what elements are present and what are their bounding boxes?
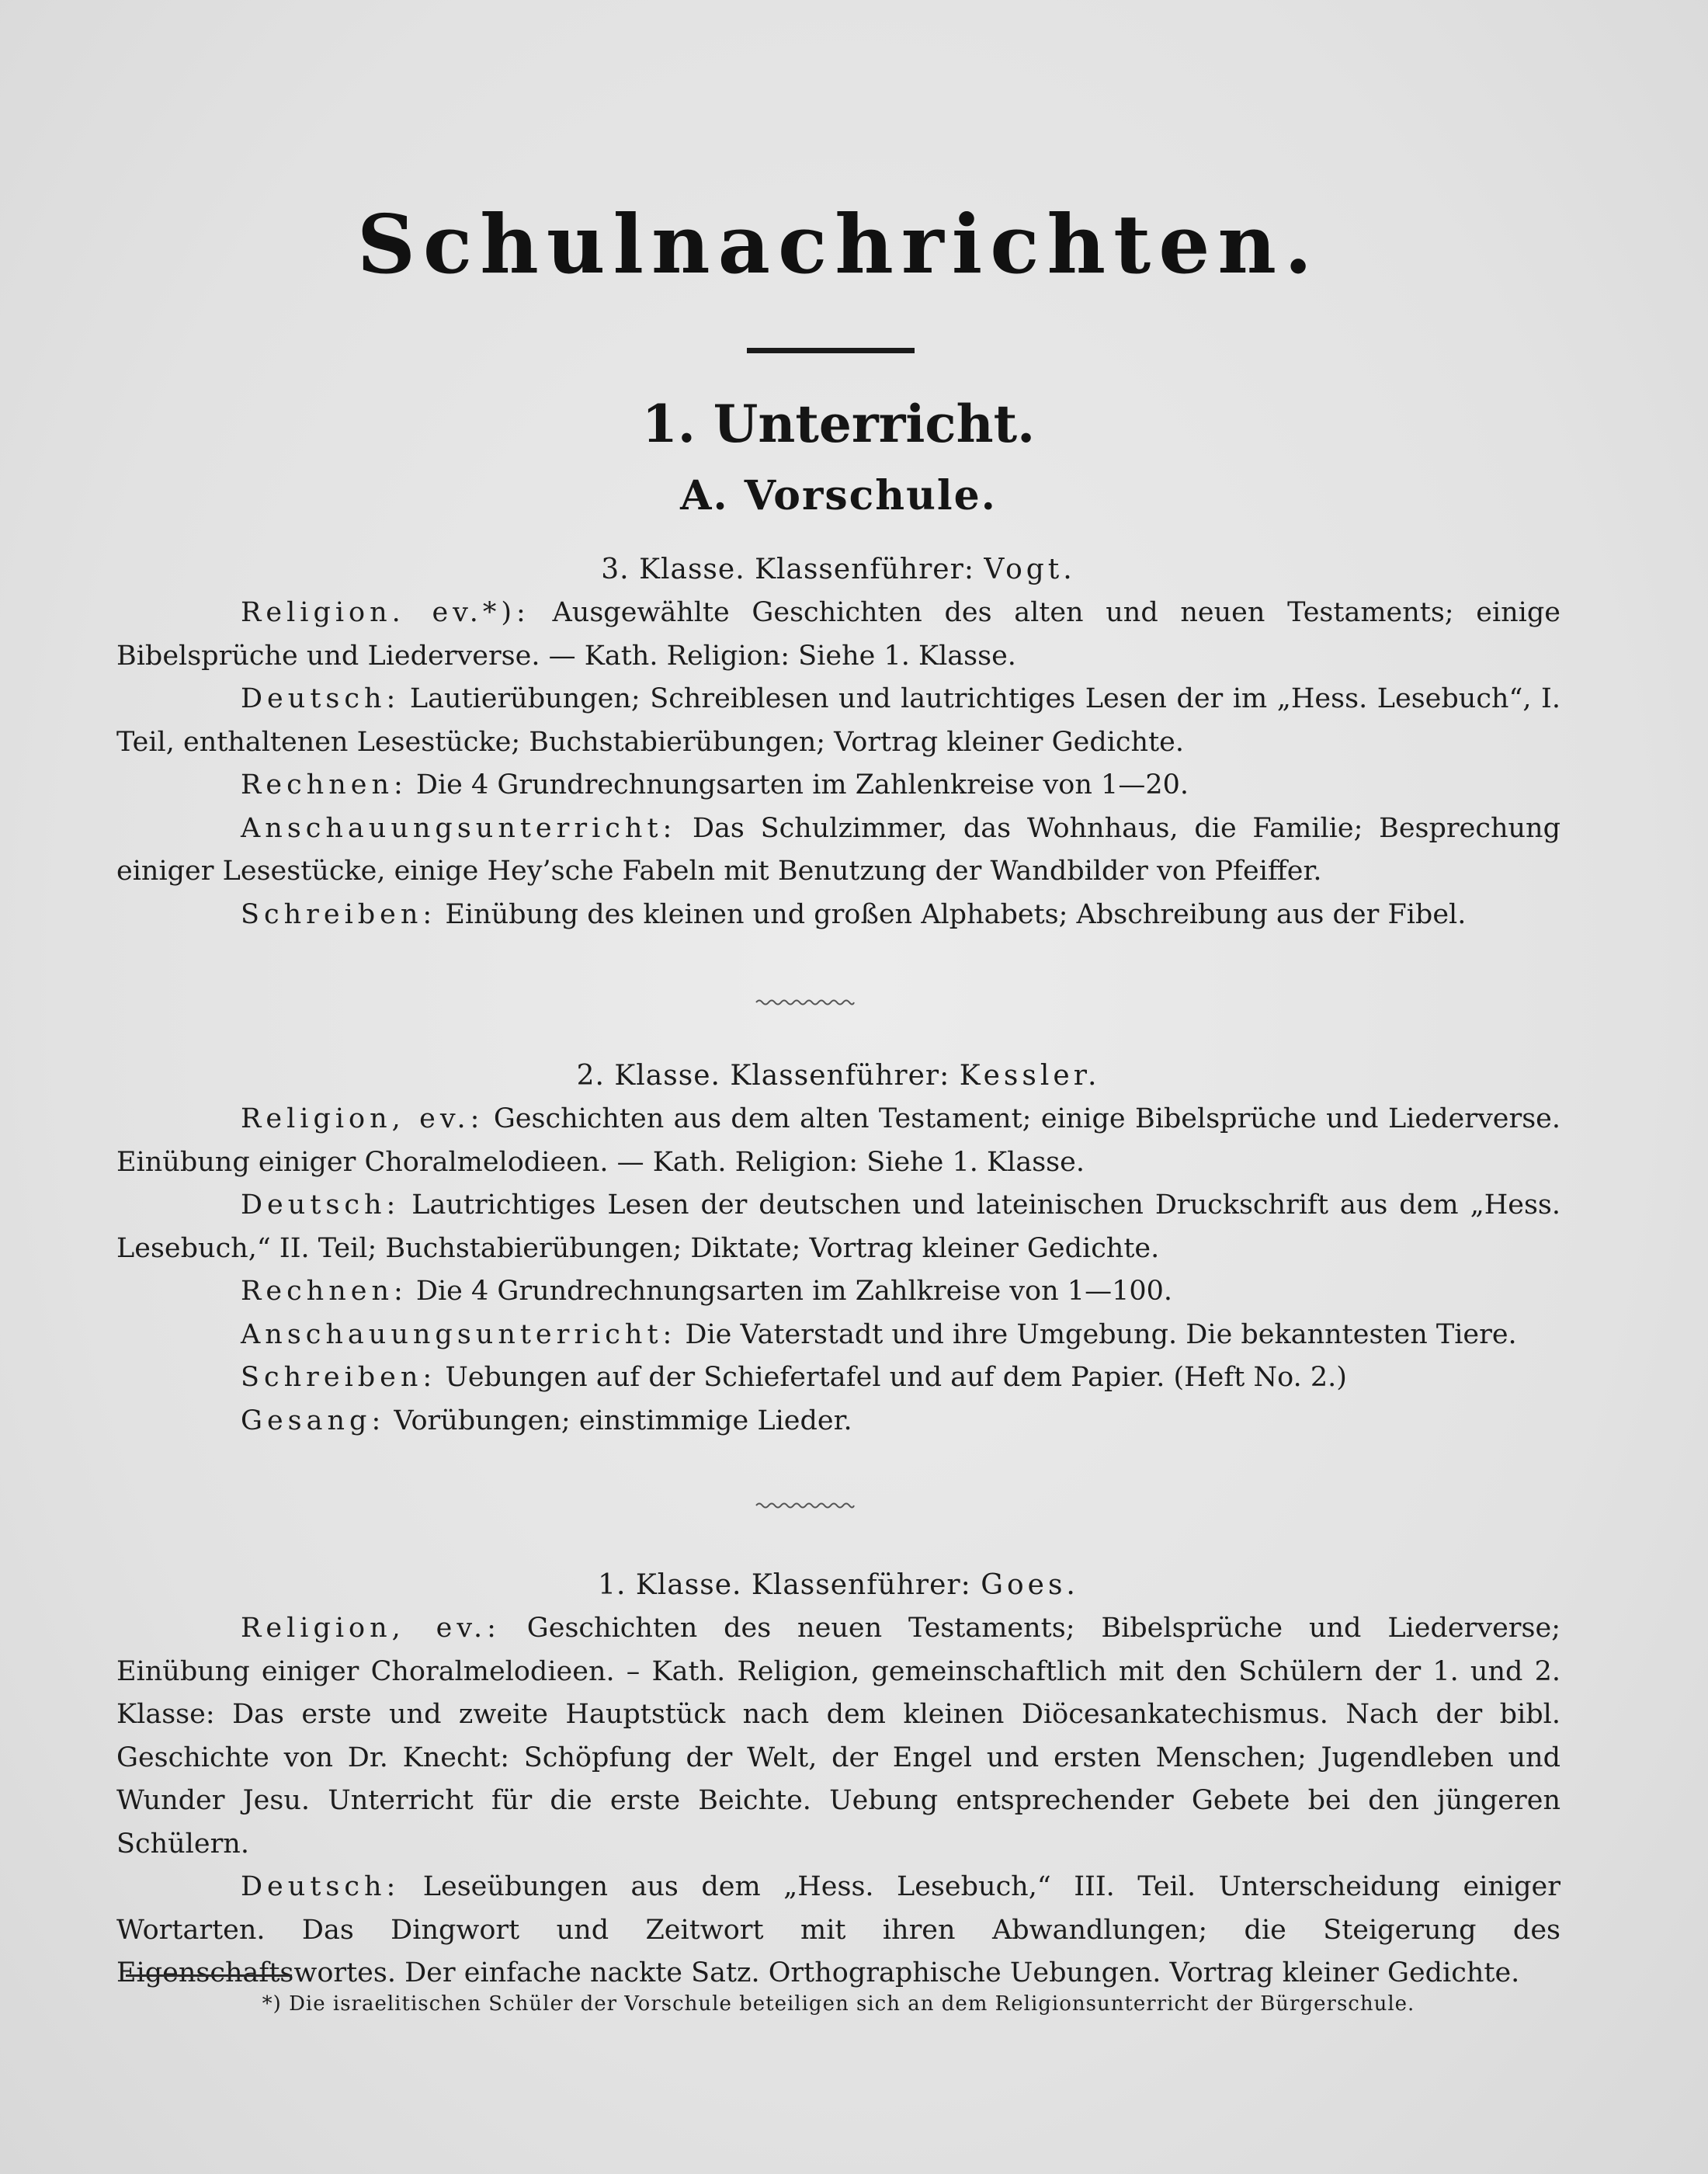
subject-label: Rechnen: bbox=[241, 1276, 408, 1307]
class-3-schreiben bbox=[116, 894, 1560, 937]
class-3-deutsch bbox=[116, 678, 1560, 764]
subject-text: Einübung des kleinen und großen Alphabets; Abschreibung aus der Fibel. bbox=[436, 898, 1467, 930]
subject-text: Geschichten aus dem alten Testament; einige Bibelsprüche und Liederverse. Einübung einiger Choralmelodieen. — Kath. Religion: Siehe 1. Klasse. bbox=[116, 1103, 1560, 1178]
section-title: 1. Unterricht. bbox=[641, 394, 1036, 454]
class-2-deutsch bbox=[116, 1184, 1560, 1270]
subsection-title: A. Vorschule. bbox=[680, 472, 997, 519]
subject-text: Geschichten des neuen Testaments; Bibelsprüche und Liederverse; Einübung einiger Choralmelodieen. – Kath. Religion, gemeinschaftlich mit den Schülern der 1. und 2. Klasse: Das erste und zweite Hauptstück nach dem kleinen Diöcesankatechismus. Nach der bibl. Geschichte von Dr. Knecht: Schöpfung der Welt, der Engel und ersten Menschen; Jugendleben und Wunder Jesu. Unterricht für die erste Beichte. Uebung entsprechender Gebete bei den jüngeren Schülern. bbox=[116, 1613, 1560, 1860]
class-teacher: Vogt. bbox=[984, 554, 1076, 585]
page-title: Schulnachrichten. bbox=[356, 196, 1321, 292]
subject-label: Deutsch: bbox=[241, 1871, 401, 1902]
subject-label: Schreiben: bbox=[241, 898, 437, 930]
class-teacher: Kessler. bbox=[959, 1060, 1101, 1092]
subject-text: Lautierübungen; Schreiblesen und lautrichtiges Lesen der im „Hess. Lesebuch“, I. Teil, enthaltenen Lesestücke; Buchstabierübungen; Vortrag kleiner Gedichte. bbox=[116, 683, 1560, 758]
class-3-religion bbox=[116, 592, 1560, 678]
subject-text: Leseübungen aus dem „Hess. Lesebuch,“ III. Teil. Unterscheidung einiger Wortarten. Das Dingwort und Zeitwort mit ihren Abwandlungen; die Steigerung des Eigenschaftswortes. Der einfache nackte Satz. Orthographische Uebungen. Vortrag kleiner Gedichte. bbox=[116, 1871, 1560, 1988]
class-heading-label: 3. Klasse. Klassenführer: bbox=[601, 554, 984, 585]
class-1-block bbox=[116, 1564, 1560, 1995]
title-underline bbox=[747, 348, 915, 353]
class-2-heading bbox=[116, 1054, 1560, 1098]
subject-label: Rechnen: bbox=[241, 769, 408, 800]
subject-text: Uebungen auf der Schiefertafel und auf dem Papier. (Heft No. 2.) bbox=[436, 1362, 1347, 1393]
subject-label: Deutsch: bbox=[241, 683, 401, 714]
class-3-block bbox=[116, 548, 1560, 936]
class-2-block bbox=[116, 1054, 1560, 1443]
class-teacher: Goes. bbox=[981, 1569, 1079, 1601]
subject-text: Das Schulzimmer, das Wohnhaus, die Familie; Besprechung einiger Lesestücke, einige Hey’sche Fabeln mit Benutzung der Wandbilder von Pfeiffer. bbox=[116, 812, 1560, 887]
subject-label: Schreiben: bbox=[241, 1362, 437, 1393]
wavy-separator bbox=[755, 997, 856, 1008]
subject-text: Ausgewählte Geschichten des alten und neuen Testaments; einige Bibelsprüche und Liederverse. — Kath. Religion: Siehe 1. Klasse. bbox=[116, 597, 1560, 672]
class-3-rechnen bbox=[116, 764, 1560, 807]
subject-text: Lautrichtiges Lesen der deutschen und lateinischen Druckschrift aus dem „Hess. Lesebuch,“ II. Teil; Buchstabierübungen; Diktate; Vortrag kleiner Gedichte. bbox=[116, 1189, 1560, 1264]
class-3-anschauung bbox=[116, 807, 1560, 894]
class-2-religion bbox=[116, 1098, 1560, 1184]
subject-text: Die 4 Grundrechnungsarten im Zahlenkreise von 1—20. bbox=[407, 769, 1189, 800]
footnote-rule bbox=[126, 1974, 292, 1977]
class-2-schreiben bbox=[116, 1356, 1560, 1400]
subject-label: Gesang: bbox=[241, 1405, 386, 1436]
class-1-heading bbox=[116, 1564, 1560, 1607]
class-heading-label: 1. Klasse. Klassenführer: bbox=[598, 1569, 981, 1601]
subject-text: Die Vaterstadt und ihre Umgebung. Die bekanntesten Tiere. bbox=[676, 1318, 1517, 1350]
subject-label: Anschauungsunterricht: bbox=[241, 812, 677, 844]
class-1-religion bbox=[116, 1607, 1560, 1866]
class-2-gesang bbox=[116, 1400, 1560, 1443]
class-heading-label: 2. Klasse. Klassenführer: bbox=[576, 1060, 960, 1092]
subject-label: Religion, ev.: bbox=[241, 1103, 484, 1134]
class-1-deutsch bbox=[116, 1866, 1560, 1995]
class-2-rechnen bbox=[116, 1270, 1560, 1314]
subject-label: Religion. ev.*): bbox=[241, 597, 530, 628]
class-3-heading bbox=[116, 548, 1560, 592]
subject-text: Die 4 Grundrechnungsarten im Zahlkreise von 1—100. bbox=[407, 1276, 1172, 1307]
wavy-separator bbox=[755, 1500, 856, 1511]
class-2-anschauung bbox=[116, 1314, 1560, 1357]
footnote: *) Die israelitischen Schüler der Vorschule beteiligen sich an dem Religionsunterricht der Bürgerschule. bbox=[262, 1992, 1415, 2016]
subject-text: Vorübungen; einstimmige Lieder. bbox=[385, 1405, 852, 1436]
subject-label: Anschauungsunterricht: bbox=[241, 1318, 677, 1350]
subject-label: Deutsch: bbox=[241, 1189, 401, 1221]
subject-label: Religion, ev.: bbox=[241, 1613, 501, 1644]
